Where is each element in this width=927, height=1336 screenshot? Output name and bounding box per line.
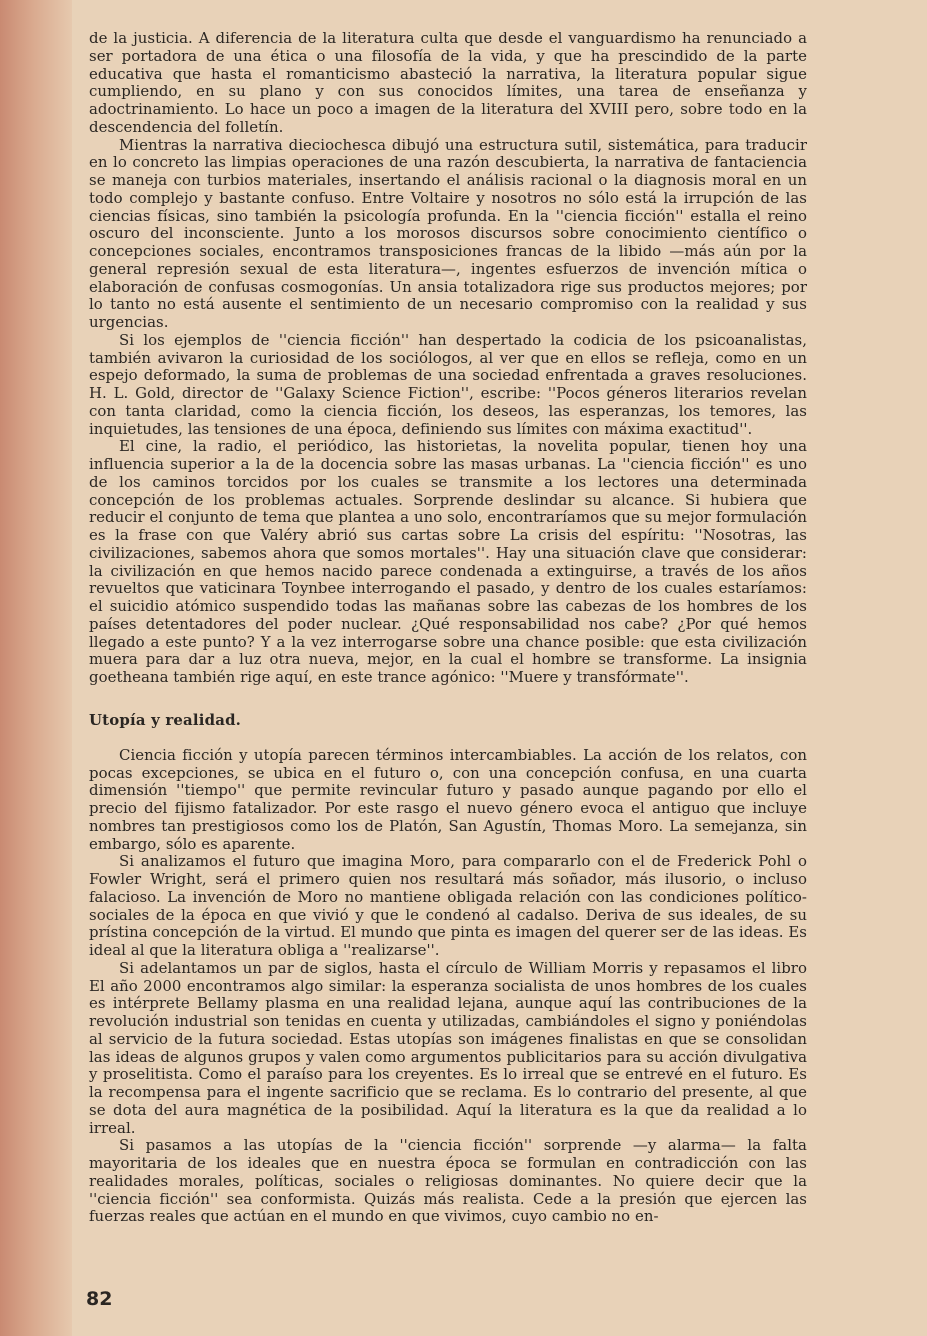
paragraph-2: Mientras la narrativa dieciochesca dibujó una estructura sutil, sistemática, para traducir en lo concreto las limpias operaciones de una razón descubierta, la narrativa de fantaciencia se maneja con turbios materiales, insertando el análisis racional o la diagnosis moral en un todo complejo y bastante confuso. Entre Voltaire y nosotros no sólo está la irrupción de las ciencias físicas, sino también la psicología profunda. En la ''ciencia ficción'' estalla el reino oscuro del inconsciente. Junto a los morosos discursos sobre conocimiento científico o concepciones sociales, encontramos transposiciones francas de la libido —más aún por la general represión sexual de esta literatura—, ingentes esfuerzos de invención mítica o elaboración de confusas cosmogonías. Un ansia totalizadora rige sus productos mejores; por lo tanto no está ausente el sentimiento de un necesario compromiso con la realidad y sus urgencias. xyxy=(89,135,807,331)
document-page xyxy=(89,30,807,1226)
paragraph-8: Si pasamos a las utopías de la ''ciencia ficción'' sorprende —y alarma— la falta mayoritaria de los ideales que en nuestra época se formulan en contradicción con las realidades morales, políticas, sociales o religiosas dominantes. No quiere decir que la ''ciencia ficción'' sea conformista. Quizás más realista. Cede a la presión que ejercen las fuerzas reales que actúan en el mundo en que vivimos, cuyo cambio no en- xyxy=(89,1136,807,1226)
paragraph-5: Ciencia ficción y utopía parecen términos intercambiables. La acción de los relatos, con pocas excepciones, se ubica en el futuro o, con una concepción confusa, en una cuarta dimensión ''tiempo'' que permite revincular futuro y pasado aunque pagando por ello el precio del fijismo fatalizador. Por este rasgo el nuevo género evoca el antiguo que incluye nombres tan prestigiosos como los de Platón, San Agustín, Thomas Moro. La semejanza, sin embargo, sólo es aparente. xyxy=(89,745,807,853)
section-title: Utopía y realidad. xyxy=(89,710,242,729)
paragraph-4: El cine, la radio, el periódico, las historietas, la novelita popular, tienen hoy una influencia superior a la de la docencia sobre las masas urbanas. La ''ciencia ficción'' es uno de los caminos torcidos por los cuales se transmite a los lectores una determinada concepción de los problemas actuales. Sorprende deslindar su alcance. Si hubiera que reducir el conjunto de tema que plantea a uno solo, encontraríamos que su mejor formulación es la frase con que Valéry abrió sus cartas sobre La crisis del espíritu: ''Nosotras, las civilizaciones, sabemos ahora que somos mortales''. Hay una situación clave que considerar: la civilización en que hemos nacido parece condenada a extinguirse, a través de los años revueltos que vaticinara Toynbee interrogando el pasado, y dentro de los cuales estaríamos: el suicidio atómico suspendido todas las mañanas sobre las cabezas de los hombres de los países detentadores del poder nuclear. ¿Qué responsabilidad nos cabe? ¿Por qué hemos llegado a este punto? Y a la vez interrogarse sobre una chance posible: que esta civilización muera para dar a luz otra nueva, mejor, en la cual el hombre se transforme. La insignia goetheana también rige aquí, en este trance agónico: ''Muere y transfórmate''. xyxy=(89,437,807,686)
paragraph-6: Si analizamos el futuro que imagina Moro, para compararlo con el de Frederick Pohl o Fowler Wright, será el primero quien nos resultará más soñador, más ilusorio, o incluso falacioso. La invención de Moro no mantiene obligada relación con las condiciones político-sociales de la época en que vivió y que le condenó al cadalso. Deriva de sus ideales, de su prístina concepción de la virtud. El mundo que pinta es imagen del querer ser de las ideas. Es ideal al que la literatura obliga a ''realizarse''. xyxy=(89,852,807,959)
page-number: 82 xyxy=(86,1288,113,1310)
paragraph-1: de la justicia. A diferencia de la literatura culta que desde el vanguardismo ha renunciado a ser portadora de una ética o una filosofía de la vida, y que ha prescindido de la parte educativa que hasta el romanticismo abasteció la narrativa, la literatura popular sigue cumpliendo, en su plano y con sus conocidos límites, una tarea de enseñanza y adoctrinamiento. Lo hace un poco a imagen de la literatura del XVIII pero, sobre todo en la descendencia del folletín. xyxy=(89,29,807,136)
paragraph-7: Si adelantamos un par de siglos, hasta el círculo de William Morris y repasamos el libro El año 2000 encontramos algo similar: la esperanza socialista de unos hombres de los cuales es intérprete Bellamy plasma en una realidad lejana, aunque aquí las contribuciones de la revolución industrial son tenidas en cuenta y utilizadas, cambiándoles el signo y poniéndolas al servicio de la futura sociedad. Estas utopías son imágenes finalistas en que se consolidan las ideas de algunos grupos y valen como argumentos publicitarios para su acción divulgativa y proselitista. Como el paraíso para los creyentes. Es lo irreal que se entrevé en el futuro. Es la recompensa para el ingente sacrificio que se reclama. Es lo contrario del presente, al que se dota del aura magnética de la posibilidad. Aquí la literatura es la que da realidad a lo irreal. xyxy=(89,958,807,1137)
paragraph-3: Si los ejemplos de ''ciencia ficción'' han despertado la codicia de los psicoanalistas, también avivaron la curiosidad de los sociólogos, al ver que en ellos se refleja, como en un espejo deformado, la suma de problemas de una sociedad enfrentada a graves resoluciones. H. L. Gold, director de ''Galaxy Science Fiction'', escribe: ''Pocos géneros literarios revelan con tanta claridad, como la ciencia ficción, los deseos, las esperanzas, los temores, las inquietudes, las tensiones de una época, definiendo sus límites con máxima exactitud''. xyxy=(89,330,807,438)
page-edge-shadow xyxy=(0,0,72,1336)
